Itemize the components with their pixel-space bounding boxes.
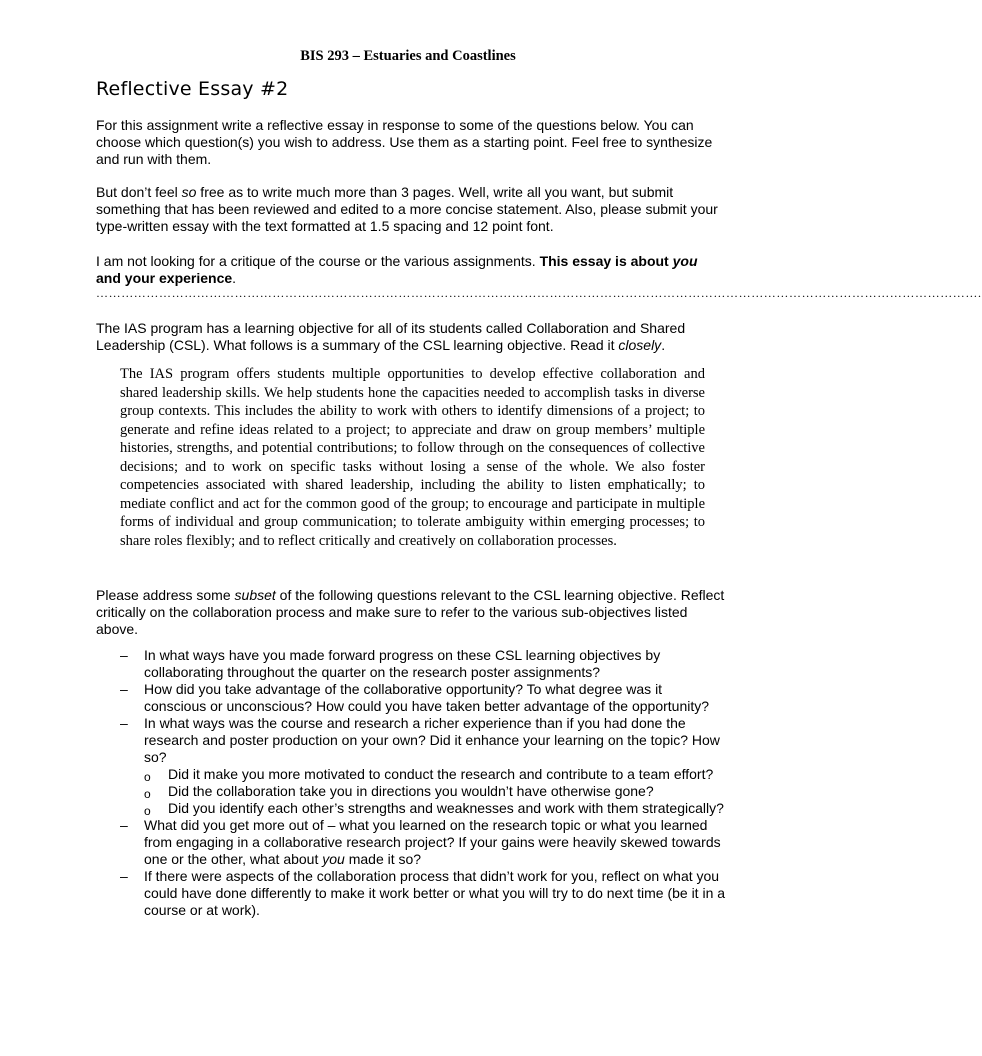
list-item — [96, 647, 726, 681]
csl-objective-quote: The IAS program offers students multiple opportunities to develop effective collaboration and shared leadership skills. We help students hone the capacities needed to accomplish tasks in diverse group contexts. This includes the ability to work with others to identify dimensions of a project; to generate and refine ideas related to a project; to appreciate and draw on group members’ multiple histories, strengths, and potential contributions; to follow through on the consequences of collective decisions; and to work on specific tasks without losing a sense of the whole. We also foster competencies associated with shared leadership, including the ability to listen emphatically; to mediate conflict and act for the common good of the group; to encourage and participate in multiple forms of individual and group communication; to tolerate ambiguity within emerging processes; to share roles flexibly; and to reflect critically and creatively on collaboration processes. — [120, 366, 705, 549]
emphasis-text: closely — [618, 337, 662, 353]
question-text: How did you take advantage of the collaborative opportunity? To what degree was it conscious or unconscious? How could you have taken better advantage of the opportunity? — [144, 681, 710, 714]
dash-bullet: – — [120, 647, 128, 663]
text-run: I am not looking for a critique of the course or the various assignments. — [96, 253, 540, 269]
emphasis-text: subset — [234, 587, 276, 603]
text-run: free as to write much more than 3 pages. Well, write all you want, but submit something that has been reviewed and edited to a more concise statement. Also, please submit your type-written essay with the text formatted at 1.5 spacing and 12 point font. — [96, 184, 718, 234]
dotted-separator: …………………………………………………………………………………………………………………………………………………………………………………………. — [96, 286, 982, 300]
text-run: The IAS program has a learning objective for all of its students called Collaboration and Shared Leadership (CSL). What follows is a summary of the CSL learning objective. Read it — [96, 320, 686, 353]
text-run: Please address some — [96, 587, 235, 603]
list-item — [96, 681, 726, 715]
text-run: But don’t feel — [96, 184, 182, 200]
text-run: This essay is about — [539, 253, 673, 269]
text-run: of the following questions relevant to the CSL learning objective. Reflect critically on the collaboration process and make sure to refer to the various sub-objectives listed above. — [96, 587, 725, 637]
text-run: What did you get more out of – what you learned on the research topic or what you learned from engaging in a collaborative research project? If your gains were heavily skewed towards one or the other, what about — [144, 817, 721, 867]
text-run: . — [661, 337, 666, 353]
csl-intro-paragraph — [96, 320, 726, 354]
circle-bullet: o — [144, 787, 151, 801]
intro-paragraph-3 — [96, 253, 726, 287]
sub-list-item — [96, 800, 726, 817]
intro-paragraph-1: For this assignment write a reflective essay in response to some of the questions below. You can choose which question(s) you wish to address. Use them as a starting point. Feel free to synthesize and run with them. — [96, 117, 713, 167]
emphasis-text: so — [181, 184, 197, 200]
dash-bullet: – — [120, 715, 128, 731]
dash-bullet: – — [120, 817, 128, 833]
emphasis-text: you — [672, 253, 698, 269]
list-item — [96, 715, 726, 766]
emphasis-text: you — [322, 851, 345, 867]
dash-bullet: – — [120, 868, 128, 884]
question-text: Did it make you more motivated to conduct the research and contribute to a team effort? — [168, 766, 714, 782]
circle-bullet: o — [144, 804, 151, 818]
text-run: . — [232, 270, 237, 286]
sub-list-item — [96, 766, 726, 783]
question-text: If there were aspects of the collaboration process that didn’t work for you, reflect on what you could have done differently to make it work better or what you will try to do next time (be it in a course or at work). — [144, 868, 726, 918]
sub-list-item — [96, 783, 726, 800]
questions-intro-paragraph — [96, 587, 726, 638]
essay-title: Reflective Essay #2 — [96, 78, 289, 100]
question-text: In what ways was the course and research a richer experience than if you had done the research and poster production on your own? Did it enhance your learning on the topic? How so? — [144, 715, 720, 765]
circle-bullet: o — [144, 770, 151, 784]
dash-bullet: – — [120, 681, 128, 697]
course-title: BIS 293 – Estuaries and Coastlines — [300, 48, 516, 64]
text-run: made it so? — [344, 851, 422, 867]
questions-list — [96, 647, 726, 919]
intro-paragraph-2 — [96, 184, 726, 235]
question-text: Did the collaboration take you in directions you wouldn’t have otherwise gone? — [168, 783, 654, 799]
question-text: In what ways have you made forward progress on these CSL learning objectives by collaborating throughout the quarter on the research poster assignments? — [144, 647, 661, 680]
question-text: Did you identify each other’s strengths and weaknesses and work with them strategically? — [168, 800, 724, 816]
list-item — [96, 868, 726, 919]
question-text — [144, 817, 721, 867]
text-run: and your experience — [96, 270, 233, 286]
list-item — [96, 817, 726, 868]
